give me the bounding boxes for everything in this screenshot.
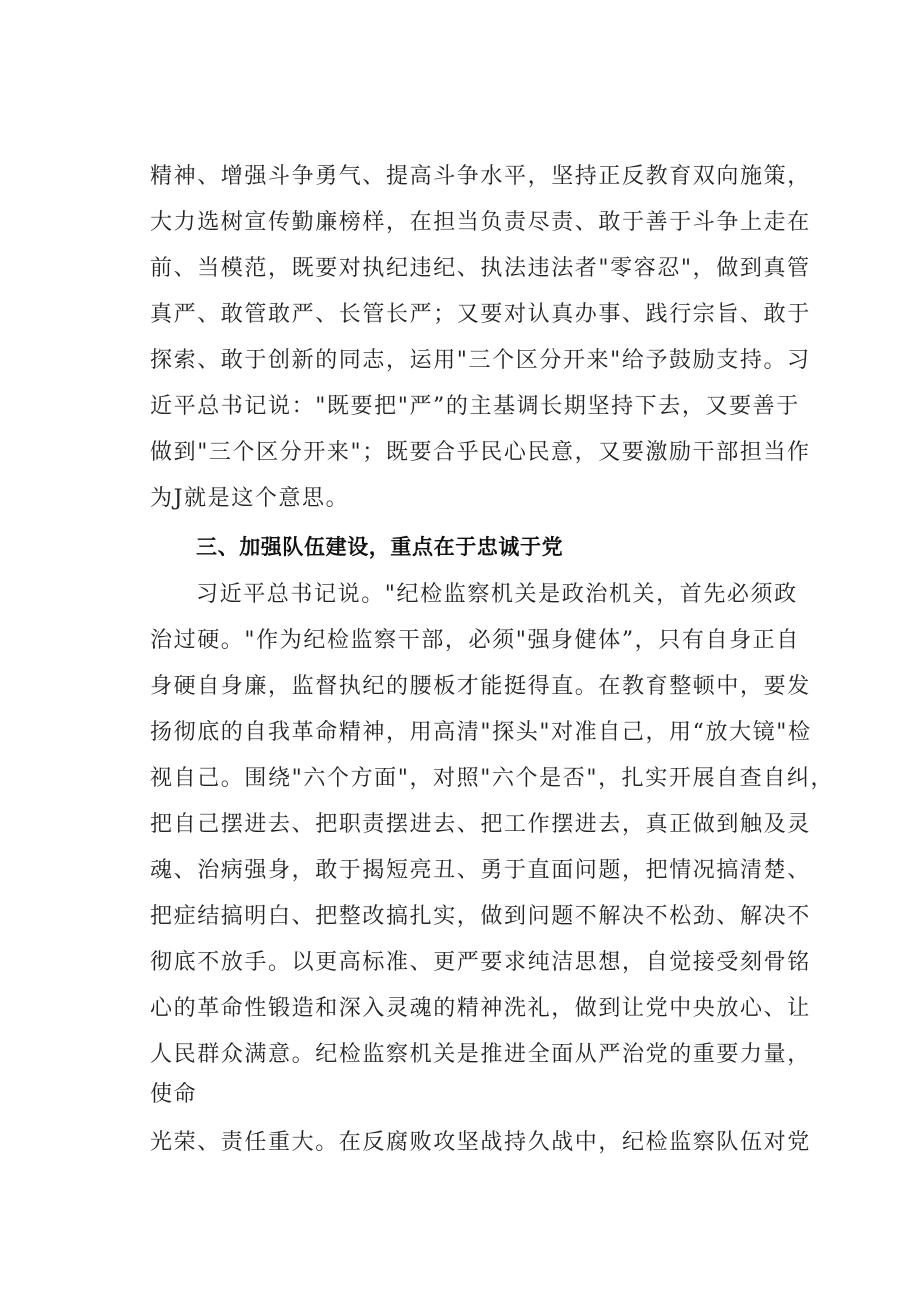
text-line: 探索、敢于创新的同志，运用"三个区分开来"给予鼓励支持。习 (150, 348, 811, 373)
text-line: 人民群众满意。纪检监察机关是推进全面从严治党的重要力量， (150, 1042, 811, 1067)
text-line: 治过硬。"作为纪检监察干部，必须"强身健体”，只有自身正自 (150, 628, 800, 653)
text-line: 做到"三个区分开来"；既要合乎民心民意，又要激励干部担当作 (150, 440, 811, 465)
section-heading: 三、加强队伍建设，重点在于忠诚于党 (196, 535, 564, 559)
text-line: 使命 (150, 1082, 198, 1107)
text-line: 把症结搞明白、把整改搞扎实，做到问题不解决不松劲、解决不 (150, 904, 811, 929)
text-line: 彻底不放手。以更高标准、更严要求纯洁思想，自觉接受刻骨铭 (150, 950, 811, 975)
text-line: 前、当模范，既要对执纪违纪、执法违法者"零容忍"，做到真管 (150, 256, 811, 281)
text-line: 光荣、责任重大。在反腐败攻坚战持久战中，纪检监察队伍对党 (150, 1130, 811, 1155)
text-line: 为J就是这个意思。 (150, 486, 350, 511)
text-line: 真严、敢管敢严、长管长严；又要对认真办事、践行宗旨、敢于 (150, 302, 811, 327)
text-line: 魂、治病强身，敢于揭短亮丑、勇于直面问题，把情况搞清楚、 (150, 858, 811, 883)
text-line: 大力选树宣传勤廉榜样，在担当负责尽责、敢于善于斗争上走在 (150, 210, 811, 235)
text-line: 视自己。围绕"六个方面"，对照"六个是否"，扎实开展自查自纠， (150, 766, 835, 791)
text-line: 扬彻底的自我革命精神，用高清"探头"对准自己，用“放大镜"检 (150, 720, 812, 745)
text-line: 把自己摆进去、把职责摆进去、把工作摆进去，真正做到触及灵 (150, 812, 811, 837)
text-line: 身硬自身廉，监督执纪的腰板才能挺得直。在教育整顿中，要发 (150, 674, 811, 699)
text-line: 心的革命性锻造和深入灵魂的精神洗礼，做到让党中央放心、让 (150, 996, 811, 1021)
text-line: 近平总书记说："既要把"严”的主基调长期坚持下去，又要善于 (150, 394, 800, 419)
text-line: 习近平总书记说。"纪检监察机关是政治机关，首先必须政 (196, 582, 798, 607)
text-line: 精神、增强斗争勇气、提高斗争水平，坚持正反教育双向施策， (150, 164, 811, 189)
